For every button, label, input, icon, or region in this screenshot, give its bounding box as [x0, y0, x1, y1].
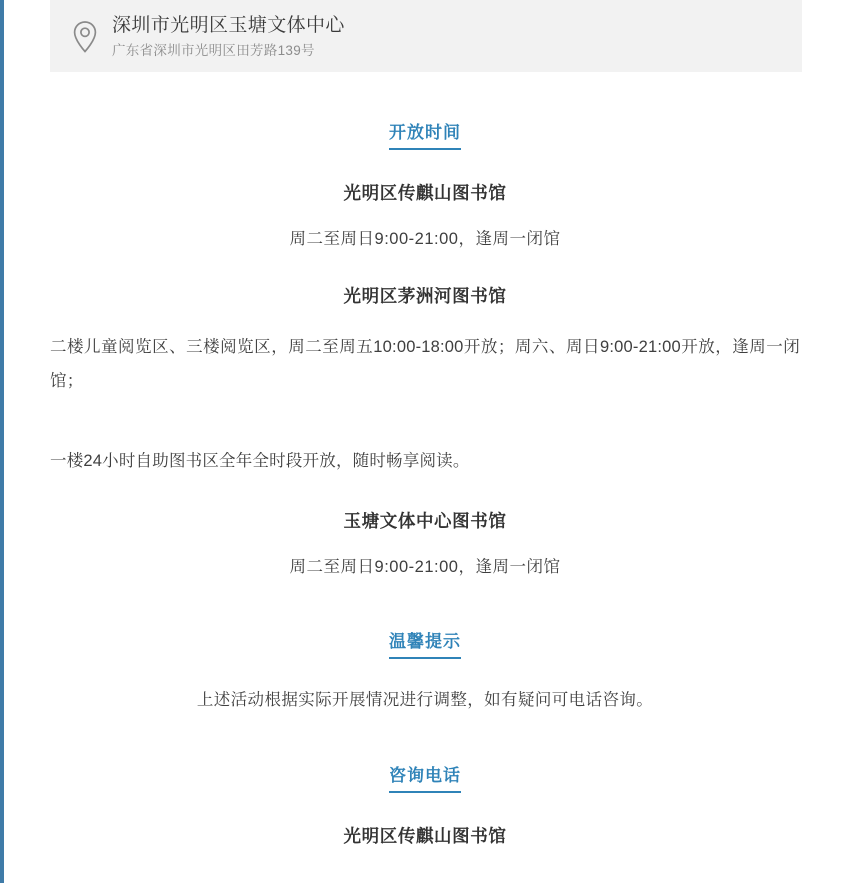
map-pin-icon	[50, 20, 112, 54]
opening-hours-label: 开放时间	[389, 118, 461, 150]
location-text	[112, 12, 345, 62]
contact-entry-1: 光明区传麒山图书馆	[343, 826, 507, 846]
section-heading-contact	[4, 761, 846, 793]
location-address: 广东省深圳市光明区田芳路139号	[112, 43, 315, 58]
contact-label: 咨询电话	[389, 761, 461, 793]
venue-hours-1: 周二至周日9:00-21:00，逢周一闭馆	[289, 230, 561, 248]
tips-text: 上述活动根据实际开展情况进行调整，如有疑问可电话咨询。	[196, 691, 654, 709]
section-heading-opening-hours	[4, 118, 846, 150]
venue-detail-2b: 一楼24小时自助图书区全年全时段开放，随时畅享阅读。	[50, 452, 470, 470]
paragraph-spacer	[4, 398, 846, 422]
tips-label: 温馨提示	[389, 627, 461, 659]
article-content	[4, 0, 846, 883]
location-name: 深圳市光明区玉塘文体中心	[112, 15, 345, 36]
venue-name-2: 光明区茅洲河图书馆	[343, 286, 507, 306]
venue-name-3: 玉塘文体中心图书馆	[343, 511, 507, 531]
venue-detail-2a: 二楼儿童阅览区、三楼阅览区，周二至周五10:00-18:00开放；周六、周日9:00-21:00开放，逢周一闭馆；	[50, 338, 800, 390]
section-heading-tips	[4, 627, 846, 659]
location-card[interactable]	[50, 0, 802, 72]
venue-hours-3: 周二至周日9:00-21:00，逢周一闭馆	[289, 558, 561, 576]
venue-name-1: 光明区传麒山图书馆	[343, 183, 507, 203]
